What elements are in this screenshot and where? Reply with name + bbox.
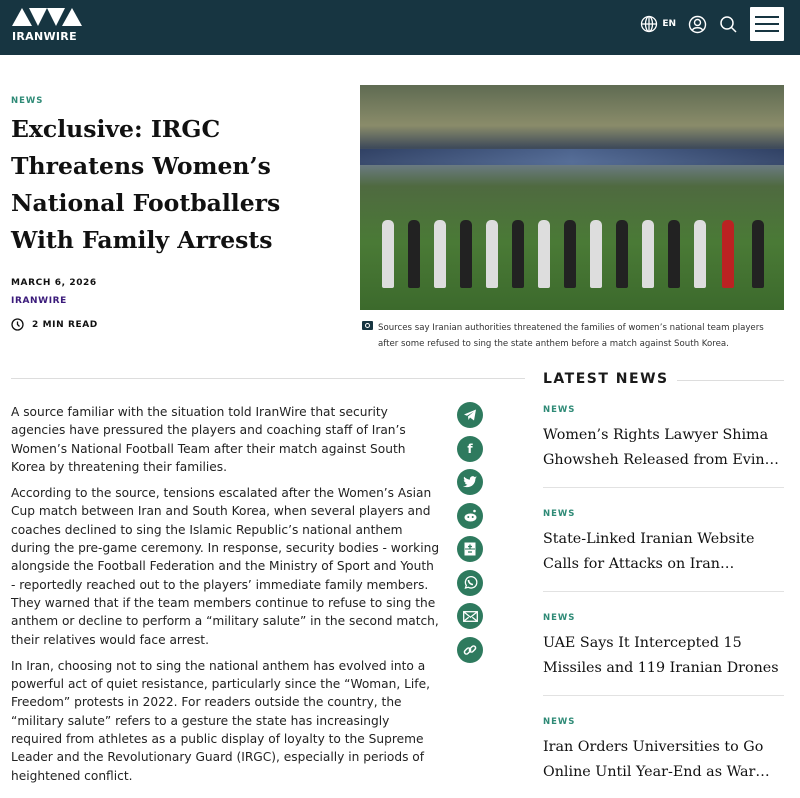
item-category: NEWS bbox=[543, 509, 576, 519]
telegram-icon[interactable] bbox=[457, 402, 483, 428]
item-category: NEWS bbox=[543, 405, 576, 415]
language-label: EN bbox=[662, 19, 676, 29]
article-author[interactable]: IRANWIRE bbox=[11, 296, 67, 306]
latest-news-item[interactable] bbox=[543, 613, 784, 696]
image-caption bbox=[362, 320, 782, 352]
caption-text: Sources say Iranian authorities threatened the families of women’s national team players after some refused to sing the state anthem before a match against South Korea. bbox=[378, 323, 764, 349]
whatsapp-icon[interactable] bbox=[457, 570, 483, 596]
globe-icon bbox=[640, 15, 658, 33]
article-body bbox=[11, 403, 441, 793]
paragraph: A source familiar with the situation told IranWire that security agencies have pressured the players and coaching staff of Iran’s Women’s National Football Team after their match against South Korea by threatening their families. bbox=[11, 405, 406, 474]
link-icon[interactable] bbox=[457, 637, 483, 663]
camera-icon bbox=[362, 321, 373, 330]
user-icon[interactable] bbox=[688, 15, 707, 34]
article-title: Exclusive: IRGC Threatens Women’s National Footballers With Family Arrests bbox=[11, 115, 281, 254]
share-bar bbox=[457, 402, 483, 663]
latest-news-item[interactable] bbox=[543, 509, 784, 592]
balatarin-icon[interactable] bbox=[457, 536, 483, 562]
reddit-icon[interactable] bbox=[457, 503, 483, 529]
menu-button[interactable] bbox=[750, 7, 784, 41]
site-header bbox=[0, 0, 800, 55]
read-time bbox=[11, 318, 98, 331]
item-title[interactable]: State-Linked Iranian Website Calls for Attacks on Iran… bbox=[543, 531, 755, 572]
article-category[interactable]: NEWS bbox=[11, 96, 44, 106]
divider bbox=[11, 378, 525, 379]
item-title[interactable]: UAE Says It Intercepted 15 Missiles and 119 Iranian Drones bbox=[543, 635, 779, 676]
latest-news-heading: LATEST NEWS bbox=[543, 371, 677, 387]
search-icon[interactable] bbox=[719, 15, 738, 34]
email-icon[interactable] bbox=[457, 603, 483, 629]
read-time-label: 2 MIN READ bbox=[32, 319, 98, 330]
facebook-icon[interactable]: f bbox=[457, 436, 483, 462]
article-hero-image[interactable] bbox=[360, 85, 784, 310]
item-category: NEWS bbox=[543, 613, 576, 623]
paragraph: In Iran, choosing not to sing the national anthem has evolved into a powerful act of quiet resistance, particularly since the “Woman, Life, Freedom” protests in 2022. For readers outside the country, the “military salute” refers to a gesture the state has increasingly required from athletes as a public display of loyalty to the Supreme Leader and the Revolutionary Guard (IRGC), especially in periods of heightened conflict. bbox=[11, 658, 430, 783]
clock-icon bbox=[11, 318, 24, 331]
latest-news-item[interactable] bbox=[543, 405, 784, 488]
brand-name: IRANWIRE bbox=[12, 30, 77, 43]
language-selector[interactable] bbox=[640, 15, 676, 33]
article-date: MARCH 6, 2026 bbox=[11, 278, 97, 288]
item-category: NEWS bbox=[543, 717, 576, 727]
item-title[interactable]: Iran Orders Universities to Go Online Until Year-End as War… bbox=[543, 739, 770, 780]
item-title[interactable]: Women’s Rights Lawyer Shima Ghowsheh Released from Evin… bbox=[543, 427, 779, 468]
twitter-icon[interactable] bbox=[457, 469, 483, 495]
paragraph: According to the source, tensions escalated after the Women’s Asian Cup match between Iran and South Korea, when several players and coaches declined to sing the Islamic Republic’s national anthem during the pre-game ceremony. In response, security bodies - working alongside the Football Federation and the Ministry of Sport and Youth - reportedly reached out to the players’ immediate family members. They warned that if the team members continue to refuse to sing the anthem or decline to perform a “military salute” in the second match, their relatives would face arrest. bbox=[11, 486, 440, 647]
latest-news-item[interactable] bbox=[543, 717, 784, 785]
